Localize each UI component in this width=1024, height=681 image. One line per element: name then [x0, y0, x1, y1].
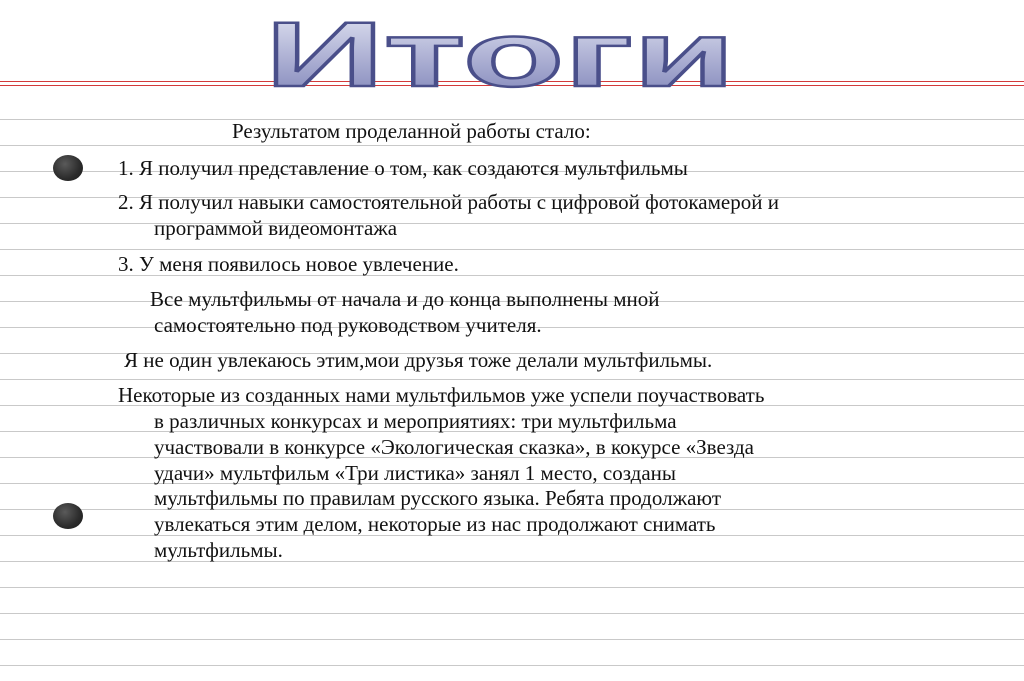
- result-item-1: 1. Я получил представление о том, как создаются мультфильмы: [118, 156, 688, 180]
- paragraph-contests-line-3: участвовали в конкурсе «Экологическая сказка», в кокурсе «Звезда: [154, 435, 754, 459]
- paragraph-all-line-2: самостоятельно под руководством учителя.: [154, 313, 542, 337]
- paragraph-contests-line-6: увлекаться этим делом, некоторые из нас продолжают снимать: [154, 512, 716, 536]
- intro-text: Результатом проделанной работы стало:: [232, 119, 591, 143]
- paragraph-contests-line-4: удачи» мультфильм «Три листика» занял 1 место, созданы: [154, 461, 676, 485]
- paragraph-contests-line-7: мультфильмы.: [154, 538, 283, 562]
- result-item-3: 3. У меня появилось новое увлечение.: [118, 252, 459, 276]
- result-item-2-line-2: программой видеомонтажа: [154, 216, 398, 240]
- result-item-2-line-1: 2. Я получил навыки самостоятельной работы с цифровой фотокамерой и: [118, 190, 779, 214]
- paragraph-friends: Я не один увлекаюсь этим,мои друзья тоже делали мультфильмы.: [124, 348, 713, 372]
- page-title: Итоги: [265, 14, 735, 96]
- paragraph-contests-line-1: Некоторые из созданных нами мультфильмов уже успели поучаствовать: [118, 383, 765, 407]
- paragraph-contests-line-5: мультфильмы по правилам русского языка. Ребята продолжают: [154, 486, 721, 510]
- paragraph-contests-line-2: в различных конкурсах и мероприятиях: три мультфильма: [154, 409, 677, 433]
- paragraph-all-line-1: Все мультфильмы от начала и до конца выполнены мной: [150, 287, 660, 311]
